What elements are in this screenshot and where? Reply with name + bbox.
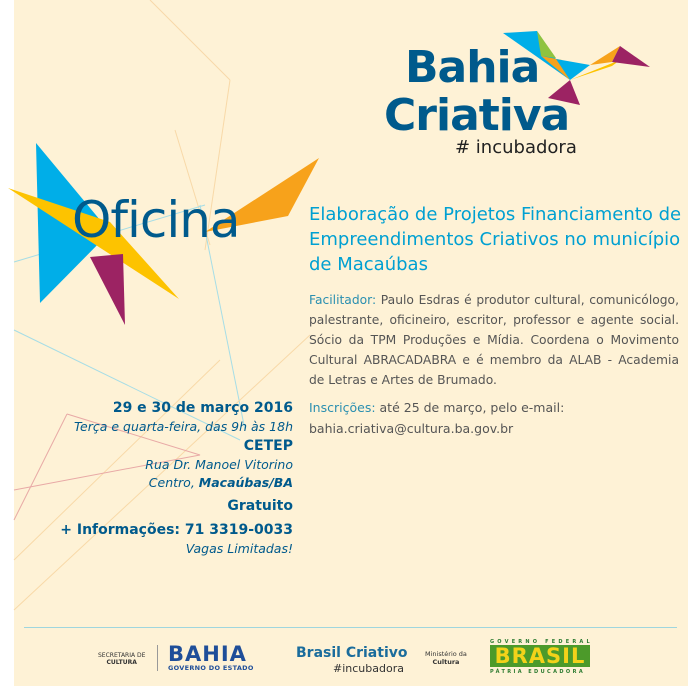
governo-estado-text: GOVERNO DO ESTADO [168,664,254,672]
event-note: Vagas Limitadas! [185,541,293,556]
secretaria-text: SECRETARIA DE [98,652,146,659]
brasil-logo: BRASIL [490,645,590,667]
bahia-logo: BAHIA [168,642,247,666]
event-date: 29 e 30 de março 2016 [112,400,293,416]
facilitator-text: Paulo Esdras é produtor cultural, comunicólogo, palestrante, oficineiro, escritor, professor e agente social. Sócio da TPM Produções e Mídia. Coordena o Movimento Cultural ABRACADABRA e é membro da ALAB - Academia de Letras e Artes de Brumado. [309,293,679,387]
ministerio-cultura-logo [425,650,467,666]
magenta-triangle [90,254,125,325]
registration-text: até 25 de março, pelo e-mail: [375,400,565,415]
footer-divider [24,627,677,628]
registration-label: Inscrições: [309,400,376,415]
event-city: Macaúbas/BA [198,475,293,490]
deco-line [150,0,230,80]
governo-federal-text: GOVERNO FEDERAL [490,639,593,645]
event-address: Rua Dr. Manoel Vitorino [145,457,293,472]
logo-title-line2: Criativa [384,90,570,141]
heading-oficina: Oficina [72,191,240,249]
registration-email[interactable]: bahia.criativa@cultura.ba.gov.br [309,421,514,436]
event-price: Gratuito [227,498,293,514]
event-venue: CETEP [243,438,293,454]
event-details [60,398,293,558]
logo-title-line1: Bahia [405,42,540,93]
registration-line [309,397,689,418]
event-city-line [60,474,293,492]
incubadora-text: #incubadora [333,662,404,675]
event-city-prefix: Centro, [148,475,199,490]
logo-separator [157,645,158,671]
ministerio-cultura-text: Cultura [432,658,460,666]
registration-info [309,397,689,439]
facilitator-label: Facilitador: [309,293,377,307]
facilitator-description [309,290,679,390]
cultura-text: CULTURA [106,659,137,666]
secretaria-cultura-logo [98,652,145,666]
deco-line [14,414,67,520]
logo-subtitle: # incubadora [455,137,577,158]
workshop-title: Elaboração de Projetos Financiamento de Empreendimentos Criativos no município de Macaúbas [309,204,682,275]
event-schedule: Terça e quarta-feira, das 9h às 18h [73,419,293,434]
ministerio-text: Ministério da [425,650,467,658]
patria-educadora-text: PÁTRIA EDUCADORA [490,669,586,675]
event-contact: + Informações: 71 3319-0033 [60,522,293,538]
brasil-criativo-logo: Brasil Criativo [296,645,408,661]
